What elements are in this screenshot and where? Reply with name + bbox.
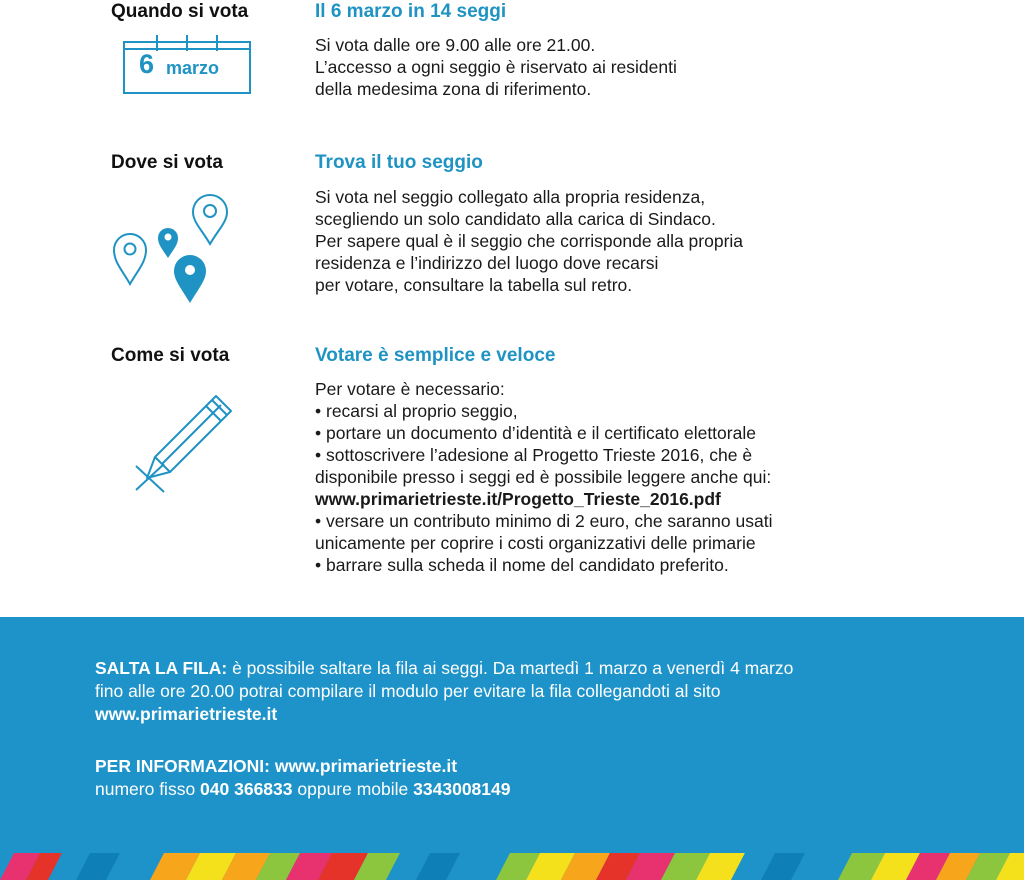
section-heading-where: Trova il tuo seggio <box>315 152 483 173</box>
section-heading-how: Votare è semplice e veloce <box>315 345 556 366</box>
phone-prefix: numero fisso <box>95 779 201 799</box>
site-link[interactable]: www.primarietrieste.it <box>95 704 278 724</box>
skip-queue-label: SALTA LA FILA: <box>95 658 228 678</box>
color-stripes-decoration <box>0 853 1024 880</box>
section-heading-when: Il 6 marzo in 14 seggi <box>315 1 507 22</box>
body-line: • sottoscrivere l’adesione al Progetto Trieste 2016, che è <box>315 445 753 465</box>
section-label-how: Come si vota <box>111 345 230 366</box>
phone-fixed: 040 366833 <box>200 779 293 799</box>
section-body-when <box>315 34 677 100</box>
body-line: • portare un documento d’identità e il certificato elettorale <box>315 423 756 443</box>
body-line: disponibile presso i seggi ed è possibile leggere anche qui: <box>315 467 772 487</box>
section-label-when: Quando si vota <box>111 1 249 22</box>
phone-mid: oppure mobile <box>292 779 414 799</box>
body-line: • recarsi al proprio seggio, <box>315 401 518 421</box>
calendar-month: marzo <box>166 58 220 78</box>
section-body-where <box>315 186 743 296</box>
calendar-icon <box>122 34 252 96</box>
info-banner <box>0 617 1024 880</box>
body-line: Si vota nel seggio collegato alla propria residenza, <box>315 187 706 207</box>
map-pins-icon <box>110 192 235 307</box>
info-paragraph <box>95 755 510 801</box>
info-label: PER INFORMAZIONI: <box>95 756 270 776</box>
body-line: • versare un contributo minimo di 2 euro, che saranno usati <box>315 511 773 531</box>
body-line: unicamente per coprire i costi organizzativi delle primarie <box>315 533 756 553</box>
skip-queue-paragraph <box>95 657 793 726</box>
info-site-link[interactable]: www.primarietrieste.it <box>270 756 458 776</box>
body-line: L’accesso a ogni seggio è riservato ai residenti <box>315 57 677 77</box>
skip-queue-text-2: fino alle ore 20.00 potrai compilare il modulo per evitare la fila collegandoti al sito <box>95 681 721 701</box>
body-line: Per sapere qual è il seggio che corrisponde alla propria <box>315 231 744 251</box>
body-line: Per votare è necessario: <box>315 379 505 399</box>
body-line: scegliendo un solo candidato alla carica di Sindaco. <box>315 209 716 229</box>
skip-queue-text: è possibile saltare la fila ai seggi. Da martedì 1 marzo a venerdì 4 marzo <box>227 658 794 678</box>
body-line: per votare, consultare la tabella sul retro. <box>315 275 633 295</box>
pencil-icon <box>132 392 237 494</box>
document-link[interactable]: www.primarietrieste.it/Progetto_Trieste_2016.pdf <box>315 489 721 509</box>
calendar-day: 6 <box>139 49 155 79</box>
body-line: Si vota dalle ore 9.00 alle ore 21.00. <box>315 35 596 55</box>
section-label-where: Dove si vota <box>111 152 223 173</box>
phone-mobile: 3343008149 <box>413 779 511 799</box>
body-line: della medesima zona di riferimento. <box>315 79 592 99</box>
body-line: • barrare sulla scheda il nome del candidato preferito. <box>315 555 729 575</box>
body-line: residenza e l’indirizzo del luogo dove recarsi <box>315 253 659 273</box>
section-body-how <box>315 378 772 576</box>
